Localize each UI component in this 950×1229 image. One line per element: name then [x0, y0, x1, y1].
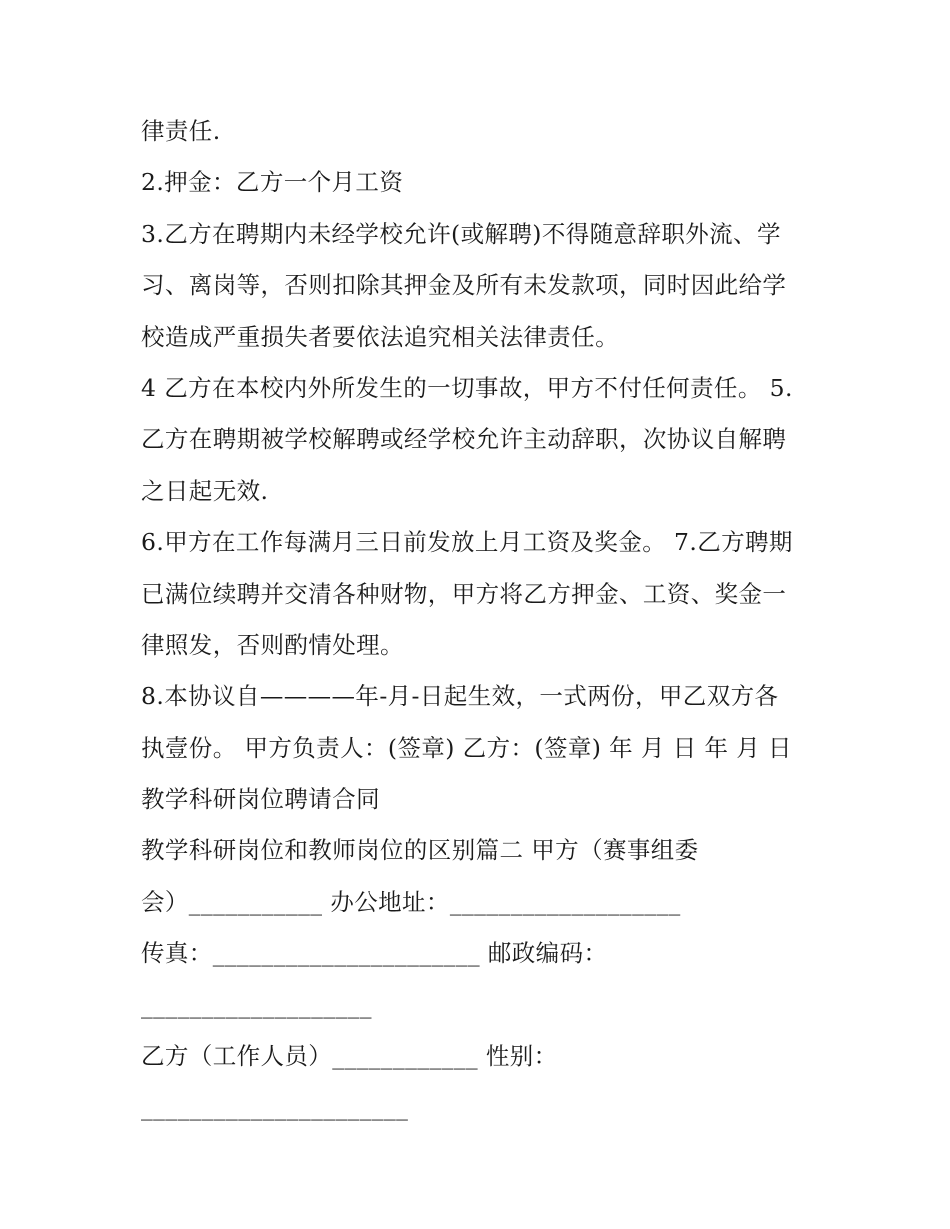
text-line: 之日起无效. — [141, 476, 269, 505]
form-field-line: ___________________ — [141, 990, 372, 1019]
text-line: 6.甲方在工作每满月三日前发放上月工资及奖金。 7.乙方聘期 — [141, 528, 793, 557]
text-line: 已满位续聘并交清各种财物，甲方将乙方押金、工资、奖金一 — [141, 579, 787, 608]
text-line: 校造成严重损失者要依法追究相关法律责任。 — [141, 322, 619, 351]
text-line: 习、离岗等，否则扣除其押金及所有未发款项，同时因此给学 — [141, 271, 787, 300]
text-line: 2.押金：乙方一个月工资 — [141, 168, 404, 197]
text-line: 3.乙方在聘期内未经学校允许(或解聘)不得随意辞职外流、学 — [141, 219, 781, 248]
form-field-line: 乙方（工作人员）____________ 性别： — [141, 1042, 558, 1071]
form-field-line: 传真：______________________ 邮政编码： — [141, 939, 608, 968]
document-body — [141, 106, 821, 1134]
text-line: 律责任. — [141, 117, 221, 145]
text-line: 乙方在聘期被学校解聘或经学校允许主动辞职，次协议自解聘 — [141, 425, 787, 454]
text-line: 教学科研岗位和教师岗位的区别篇二 甲方（赛事组委 — [141, 836, 699, 865]
section-title: 教学科研岗位聘请合同 — [141, 785, 380, 814]
form-field-line: 会）___________ 办公地址：___________________ — [141, 887, 681, 916]
text-line: 8.本协议自————年-月-日起生效，一式两份，甲乙双方各 — [141, 682, 779, 711]
form-field-line: ______________________ — [141, 1093, 409, 1122]
text-line: 执壹份。 甲方负责人：(签章) 乙方：(签章) 年 月 日 年 月 日 — [141, 733, 792, 762]
text-line: 律照发，否则酌情处理。 — [141, 630, 404, 659]
text-line: 4 乙方在本校内外所发生的一切事故，甲方不付任何责任。 5. — [141, 373, 793, 402]
